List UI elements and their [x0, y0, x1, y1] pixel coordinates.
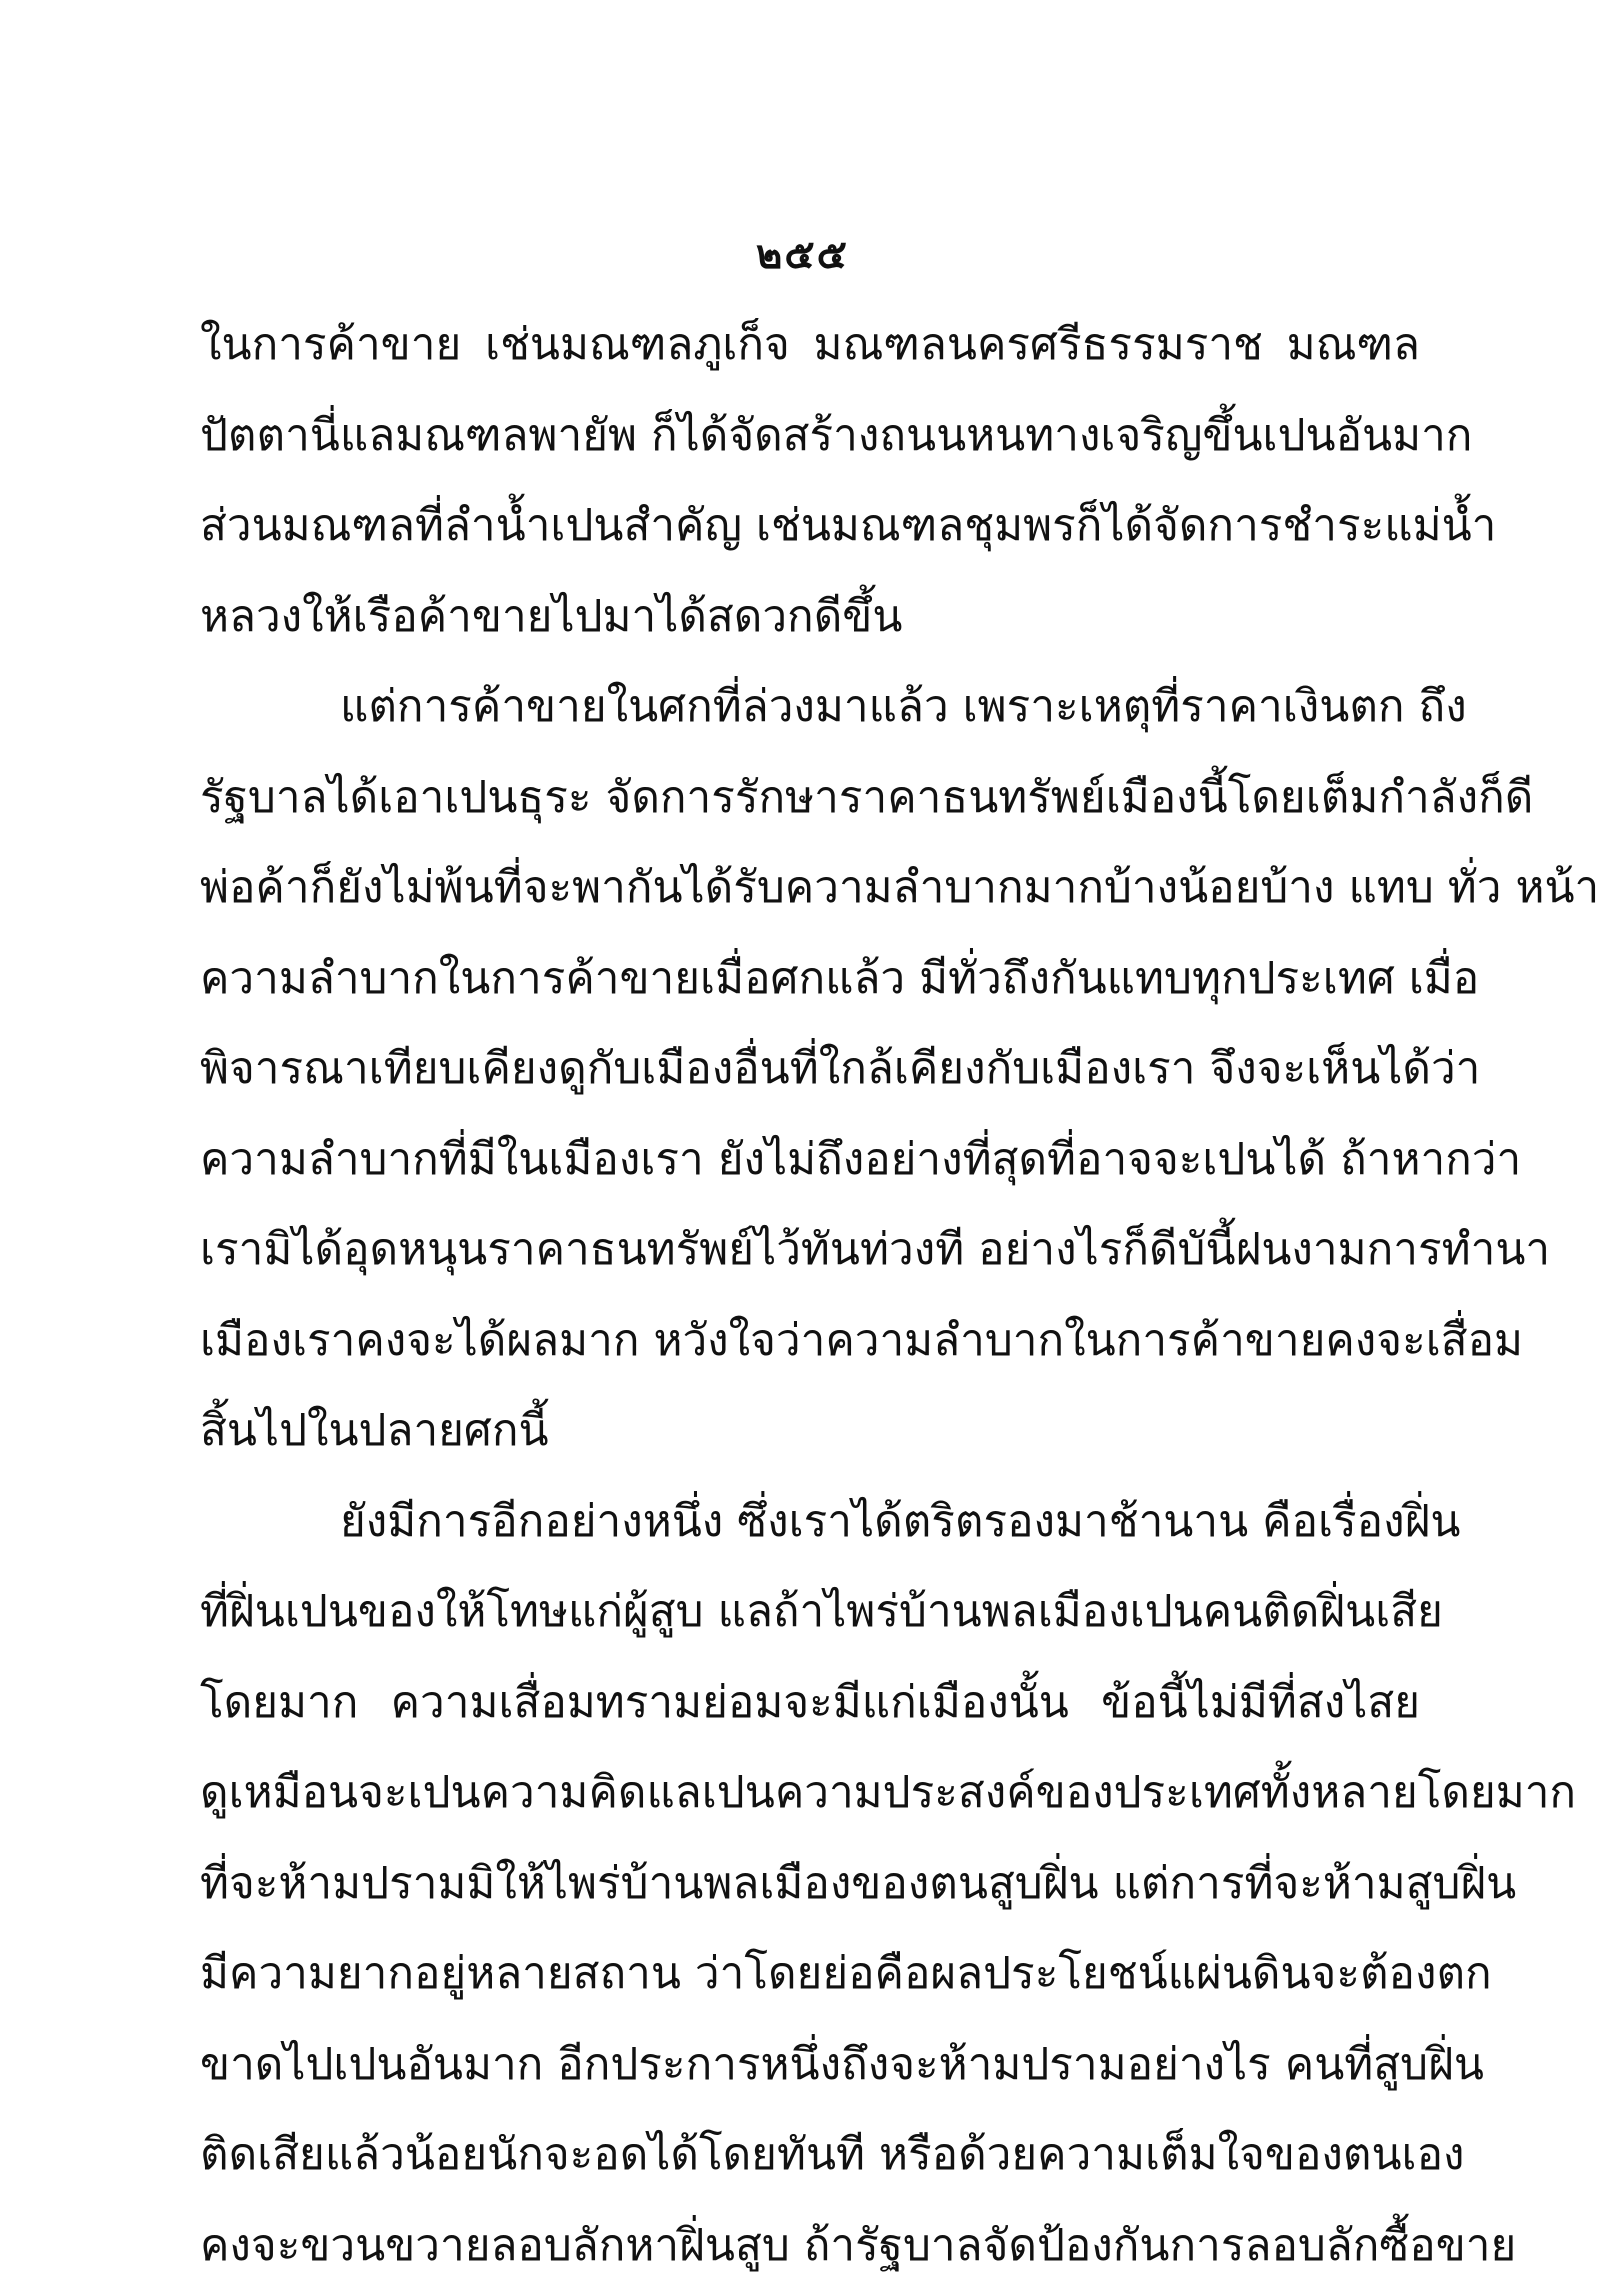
page-number: ๒๕๕ — [0, 222, 1605, 286]
text-line: คงจะขวนขวายลอบลักหาฝิ่นสูบ ถ้ารัฐบาลจัดป้องกันการลอบลักซื้อขาย — [200, 2201, 1420, 2291]
text-line: ที่ฝิ่นเปนของให้โทษแก่ผู้สูบ แลถ้าไพร่บ้านพลเมืองเปนคนติดฝิ่นเสีย — [200, 1567, 1420, 1658]
text-line: พิจารณาเทียบเคียงดูกับเมืองอื่นที่ใกล้เคียงกับเมืองเรา จึงจะเห็นได้ว่า — [200, 1024, 1420, 1115]
text-line: ที่จะห้ามปรามมิให้ไพร่บ้านพลเมืองของตนสูบฝิ่น แต่การที่จะห้ามสูบฝิ่น — [200, 1839, 1420, 1930]
body-text — [200, 300, 1420, 2291]
text-line: มีความยากอยู่หลายสถาน ว่าโดยย่อคือผลประโยชน์แผ่นดินจะต้องตก — [200, 1929, 1420, 2020]
text-line: เรามิได้อุดหนุนราคาธนทรัพย์ไว้ทันท่วงที อย่างไรก็ดีบันี้ฝนงามการทำนา — [200, 1205, 1420, 1296]
text-line: ติดเสียแล้วน้อยนักจะอดได้โดยทันที หรือด้วยความเต็มใจของตนเอง — [200, 2110, 1420, 2201]
text-line: เมืองเราคงจะได้ผลมาก หวังใจว่าความลำบากในการค้าขายคงจะเสื่อม — [200, 1296, 1420, 1387]
text-line: ความลำบากที่มีในเมืองเรา ยังไม่ถึงอย่างที่สุดที่อาจจะเปนได้ ถ้าหากว่า — [200, 1115, 1420, 1206]
text-line: สิ้นไปในปลายศกนี้ — [200, 1386, 1420, 1477]
text-line: ขาดไปเปนอันมาก อีกประการหนึ่งถึงจะห้ามปรามอย่างไร คนที่สูบฝิ่น — [200, 2020, 1420, 2111]
text-line: แต่การค้าขายในศกที่ล่วงมาแล้ว เพราะเหตุที่ราคาเงินตก ถึง — [200, 662, 1420, 753]
text-line: ยังมีการอีกอย่างหนึ่ง ซึ่งเราได้ตริตรองมาช้านาน คือเรื่องฝิ่น — [200, 1477, 1420, 1568]
text-line: ความลำบากในการค้าขายเมื่อศกแล้ว มีทั่วถึงกันแทบทุกประเทศ เมื่อ — [200, 934, 1420, 1025]
text-line: หลวงให้เรือค้าขายไปมาได้สดวกดีขึ้น — [200, 572, 1420, 663]
text-line: ในการค้าขาย เช่นมณฑลภูเก็จ มณฑลนครศรีธรรมราช มณฑล — [200, 300, 1420, 391]
text-line: ดูเหมือนจะเปนความคิดแลเปนความประสงค์ของประเทศทั้งหลายโดยมาก — [200, 1748, 1420, 1839]
text-line: ปัตตานี่แลมณฑลพายัพ ก็ได้จัดสร้างถนนหนทางเจริญขึ้นเปนอันมาก — [200, 391, 1420, 482]
text-line: โดยมาก ความเสื่อมทรามย่อมจะมีแก่เมืองนั้น ข้อนี้ไม่มีที่สงไสย — [200, 1658, 1420, 1749]
text-line: รัฐบาลได้เอาเปนธุระ จัดการรักษาราคาธนทรัพย์เมืองนี้โดยเต็มกำลังก็ดี — [200, 753, 1420, 844]
text-line: ส่วนมณฑลที่ลำน้ำเปนสำคัญ เช่นมณฑลชุมพรก็ได้จัดการชำระแม่น้ำ — [200, 481, 1420, 572]
text-line: พ่อค้าก็ยังไม่พ้นที่จะพากันได้รับความลำบากมากบ้างน้อยบ้าง แทบ ทั่ว หน้า — [200, 843, 1420, 934]
